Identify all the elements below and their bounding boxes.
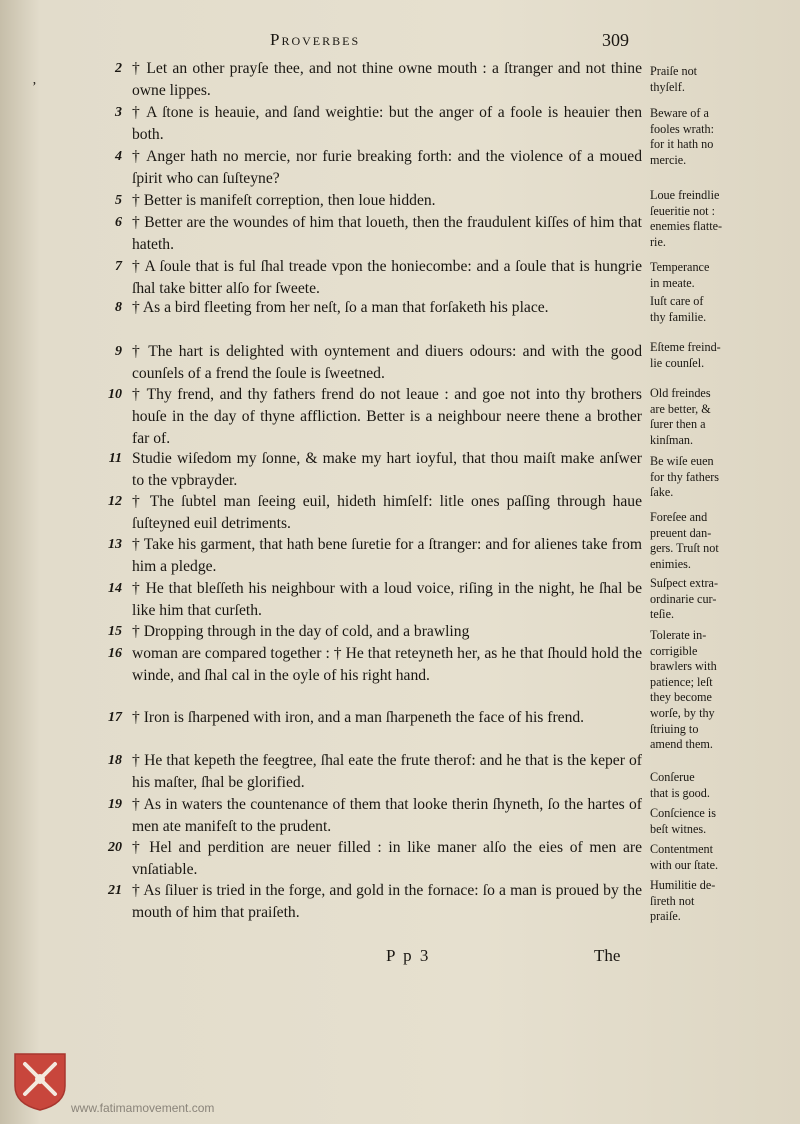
marginal-note: Praiſe not thyſelf. — [650, 64, 698, 94]
verse-number: 19 — [108, 797, 122, 812]
verse — [106, 837, 642, 881]
verse — [106, 534, 642, 578]
marginal-note: Eſteme freind- lie counſel. — [650, 340, 721, 370]
verse-number: 14 — [108, 581, 122, 596]
verse-number: 8 — [115, 300, 122, 315]
running-title: Proverbes — [270, 30, 361, 49]
verse-number: 17 — [108, 710, 122, 725]
marginal-note: Contentment with our ſtate. — [650, 842, 719, 872]
verse-text: † He that bleſſeth his neighbour with a loud voice, riſing in the night, he ſhal be like him that curſeth. — [132, 580, 642, 619]
marginal-note: Humilitie de- ſireth not praiſe. — [650, 878, 716, 924]
verse-number: 7 — [115, 259, 122, 274]
verse — [106, 384, 642, 450]
verse-number: 21 — [108, 883, 122, 898]
verse-number: 12 — [108, 494, 122, 509]
marginal-note: Temperance in meate. — [650, 260, 710, 290]
verse-number: 16 — [108, 646, 122, 661]
verse — [106, 578, 642, 622]
verse-number: 2 — [115, 61, 122, 76]
verse — [106, 794, 642, 838]
verse — [106, 146, 642, 190]
page-number: 309 — [602, 30, 629, 50]
marginal-note: Tolerate in- corrigible brawlers with patience; leſt they become worſe, by thy ſtriuing to amend them. — [650, 628, 717, 752]
verse-number: 4 — [115, 149, 122, 164]
verse-number: 5 — [115, 193, 122, 208]
verse — [106, 190, 642, 212]
verse-text: † As a bird fleeting from her neſt, ſo a man that forſaketh his place. — [132, 299, 549, 316]
verse — [106, 297, 642, 319]
verse-number: 6 — [115, 215, 122, 230]
margin-mark: ’ — [32, 80, 37, 95]
verse-text: † A ſtone is heauie, and ſand weightie: but the anger of a foole is heauier then both. — [132, 104, 642, 143]
verse-text: † Dropping through in the day of cold, and a brawling — [132, 623, 470, 640]
verse — [106, 102, 642, 146]
verse — [106, 58, 642, 102]
verse-number: 15 — [108, 624, 122, 639]
verse-text: † A ſoule that is ful ſhal treade vpon the honiecombe: and a ſoule that is hungrie ſhal take bitter alſo for ſweete. — [132, 258, 642, 297]
verse-number: 11 — [108, 451, 122, 466]
verse-text: † He that kepeth the feegtree, ſhal eate the frute therof: and he that is the keper of his maſter, ſhal be glorified. — [132, 752, 642, 791]
verse-text: † Anger hath no mercie, nor furie breaking forth: and the violence of a moued ſpirit who can ſuſteyne? — [132, 148, 642, 187]
verse — [106, 621, 642, 643]
verse-number: 3 — [115, 105, 122, 120]
verse-text: † Better is manifeſt correption, then loue hidden. — [132, 192, 436, 209]
verse — [106, 448, 642, 492]
verse — [106, 212, 642, 256]
verse-text: Studie wiſedom my ſonne, & make my hart ioyful, that thou maiſt make anſwer to the vpbrayder. — [132, 450, 642, 489]
verse-number: 18 — [108, 753, 122, 768]
marginal-note: Beware of a fooles wrath: for it hath no mercie. — [650, 106, 714, 167]
verse-text: † Take his garment, that hath bene ſuretie for a ſtranger: and for alienes take from him a pledge. — [132, 536, 642, 575]
verse — [106, 256, 642, 300]
shield-logo-icon — [13, 1052, 67, 1112]
marginal-note: Conſerue that is good. — [650, 770, 710, 800]
marginal-note: Loue freindlie ſeueritie not : enemies flatte- rie. — [650, 188, 723, 249]
marginal-note: Old freindes are better, & ſurer then a kinſman. — [650, 386, 711, 447]
verse-text: † Thy frend, and thy fathers frend do not leaue : and goe not into thy brothers houſe in the day of thyne affliction. Better is a neighbour neere thene a brother far of. — [132, 386, 642, 447]
watermark-url[interactable]: www.fatimamovement.com — [71, 1101, 215, 1115]
signature-mark: P p 3 — [386, 946, 431, 965]
verse-text: † Iron is ſharpened with iron, and a man ſharpeneth the face of his frend. — [132, 709, 585, 726]
marginal-note: Foreſee and preuent dan- gers. Truſt not enimies. — [650, 510, 719, 571]
verse — [106, 880, 642, 924]
marginal-note: Conſcience is beſt witnes. — [650, 806, 716, 836]
verse-text: † Hel and perdition are neuer filled : in like maner alſo the eies of men are vnſatiable. — [132, 839, 642, 878]
verse — [106, 750, 642, 794]
verse-number: 9 — [115, 344, 122, 359]
verse-text: † As in waters the countenance of them that looke therin ſhyneth, ſo the hartes of men ate manifeſt to the prudent. — [132, 796, 642, 835]
verse — [106, 341, 642, 385]
verse-number: 10 — [108, 387, 122, 402]
marginal-note: Iuſt care of thy familie. — [650, 294, 707, 324]
verse-number: 13 — [108, 537, 122, 552]
verse — [106, 491, 642, 535]
verse-text: † Let an other prayſe thee, and not thine owne mouth : a ſtranger and not thine owne lippes. — [132, 60, 642, 99]
catchword: The — [594, 946, 621, 965]
verse-number: 20 — [108, 840, 122, 855]
verse-text: woman are compared together : † He that reteyneth her, as he that ſhould hold the winde, and ſhal cal in the oyle of his right hand. — [132, 645, 642, 684]
verse-text: † As ſiluer is tried in the forge, and gold in the fornace: ſo a man is proued by the mouth of him that praiſeth. — [132, 882, 642, 921]
marginal-note: Suſpect extra- ordinarie cur- teſie. — [650, 576, 719, 622]
verse — [106, 707, 642, 729]
verse-text: † The ſubtel man ſeeing euil, hideth himſelf: litle ones paſſing through haue ſuſteyned euil detriments. — [132, 493, 642, 532]
verse-text: † The hart is delighted with oyntement and diuers odours: and with the good counſels of a frend the ſoule is ſweetned. — [132, 343, 642, 382]
verse-text: † Better are the woundes of him that loueth, then the fraudulent kiſſes of him that hateth. — [132, 214, 642, 253]
marginal-note: Be wiſe euen for thy fathers ſake. — [650, 454, 720, 500]
verse — [106, 643, 642, 687]
